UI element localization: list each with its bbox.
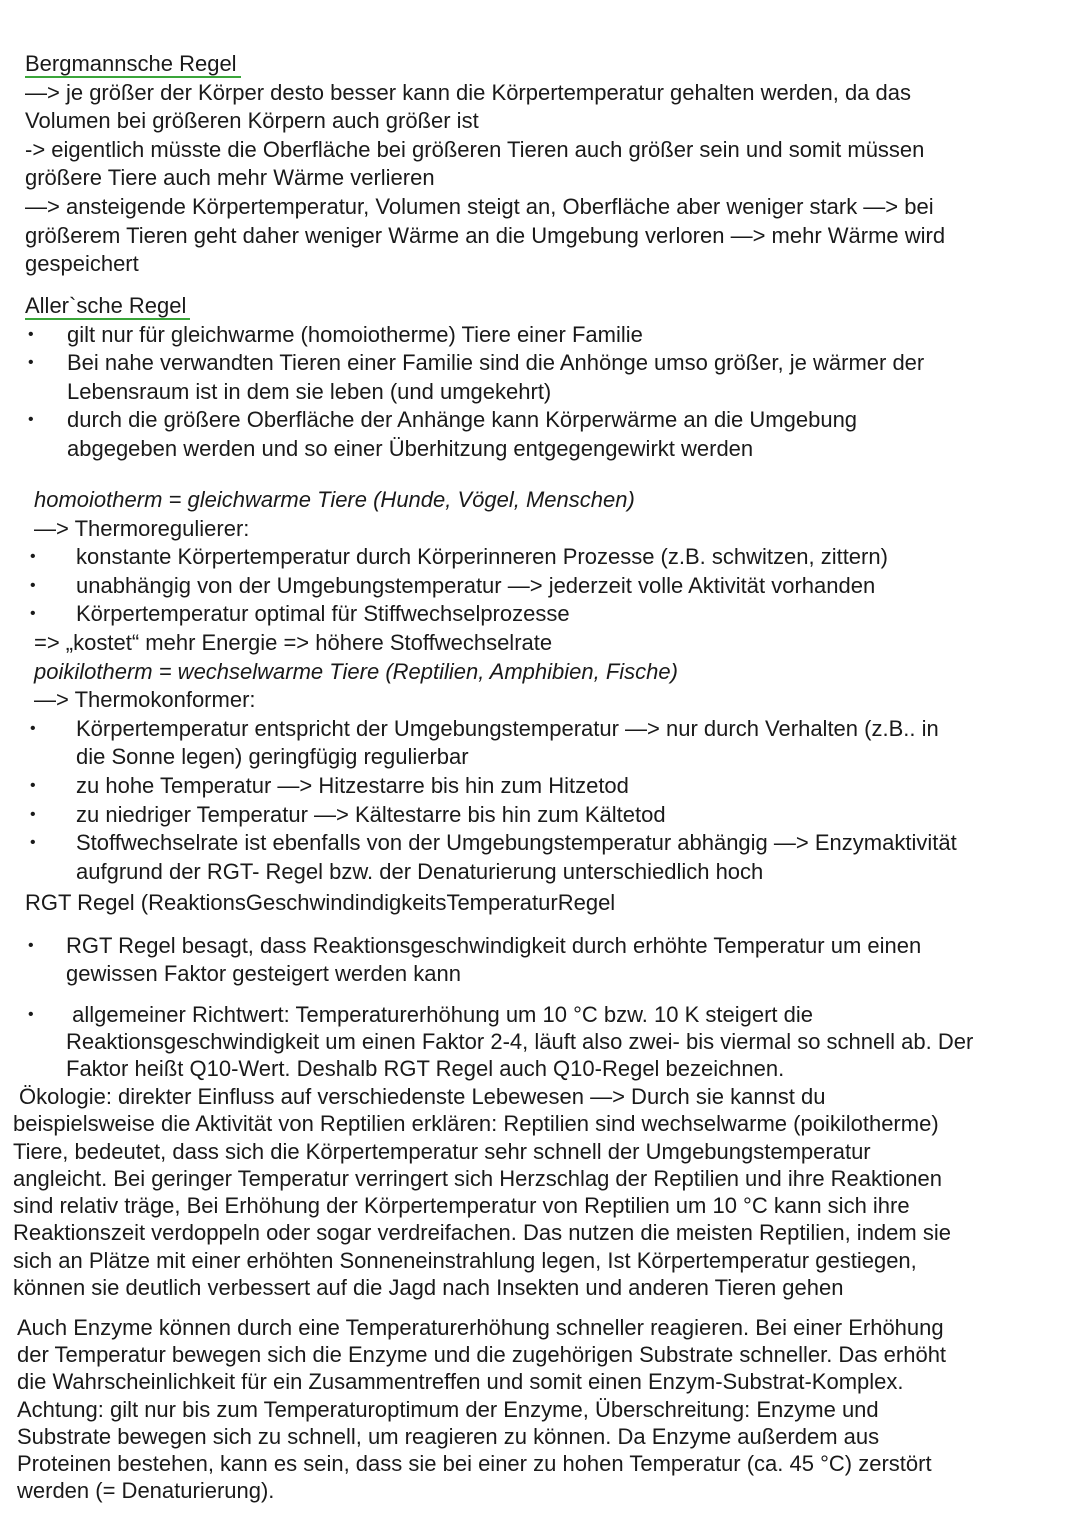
allen-bullet: • durch die größere Oberfläche der Anhänge kann Körperwärme an die Umgebung abgegeben werden und so einer Überhitzung entgegengewirkt werden (28, 407, 858, 461)
poikilo-definition: poikilotherm = wechselwarme Tiere (Reptilien, Amphibien, Fische) (34, 658, 678, 684)
bullet-icon: • (30, 776, 36, 794)
bullet-icon: • (28, 936, 34, 954)
paragraph-line: Reaktionszeit verdoppeln oder sogar verdreifachen. Das nutzen die meisten Reptilien, indem sie (13, 1220, 951, 1246)
bullet-icon: • (30, 605, 36, 623)
homoio-bullet: • unabhängig von der Umgebungstemperatur —> jederzeit volle Aktivität vorhanden (34, 572, 957, 601)
paragraph-line: Proteinen bestehen, kann es sein, dass sie bei einer zu hohen Temperatur (ca. 45 °C) zerstört (17, 1451, 932, 1477)
paragraph-line: Achtung: gilt nur bis zum Temperaturoptimum der Enzyme, Überschreitung: Enzyme und (17, 1396, 879, 1422)
bullet-icon: • (30, 576, 36, 594)
rgt-section (25, 889, 973, 1082)
bullet-icon: • (28, 354, 34, 372)
bergmann-line: -> eigentlich müsste die Oberfläche bei größeren Tieren auch größer sein und somit müssen (25, 136, 925, 162)
poikilo-bullet: • Stoffwechselrate ist ebenfalls von der Umgebungstemperatur abhängig —> Enzymaktivität aufgrund der RGT- Regel bzw. der Denaturierung unterschiedlich hoch (30, 830, 957, 884)
bergmann-line: —> ansteigende Körpertemperatur, Volumen steigt an, Oberfläche aber weniger stark —> bei (25, 193, 934, 219)
homoio-bullet: • Körpertemperatur optimal für Stiffwechselprozesse (34, 600, 957, 629)
paragraph-line: Auch Enzyme können durch eine Temperaturerhöhung schneller reagieren. Bei einer Erhöhung (17, 1315, 944, 1340)
paragraph-line: werden (= Denaturierung). (17, 1478, 275, 1504)
thermo-section (30, 486, 957, 886)
paragraph-line: können sie deutlich verbessert auf die Jagd nach Insekten und anderen Tieren gehen (13, 1275, 844, 1301)
paragraph-line: Tiere, bedeutet, dass sich die Körpertemperatur sehr schnell der Umgebungstemperatur (13, 1138, 871, 1164)
bergmann-line: größere Tiere auch mehr Wärme verlieren (25, 165, 435, 191)
bullet-icon: • (30, 719, 36, 737)
allen-bullet: • Bei nahe verwandten Tieren einer Familie sind die Anhönge umso größer, je wärmer der Lebensraum ist in dem sie leben (und umgekehrt) (28, 350, 925, 404)
bullet-icon: • (30, 805, 36, 823)
oekologie-paragraph (13, 1083, 951, 1301)
paragraph-line: beispielsweise die Aktivität von Reptilien erklären: Reptilien sind wechselwarme (poikilotherme) (13, 1111, 939, 1137)
rgt-bullet: • RGT Regel besagt, dass Reaktionsgeschwindigkeit durch erhöhte Temperatur um einen gewissen Faktor gesteigert werden kann (28, 932, 922, 987)
bullet-icon: • (28, 325, 34, 343)
paragraph-line: Ökologie: direkter Einfluss auf verschiedenste Lebewesen —> Durch sie kannst du (19, 1084, 826, 1109)
homoio-definition: homoiotherm = gleichwarme Tiere (Hunde, Vögel, Menschen) (34, 487, 635, 512)
bergmann-line: gespeichert (25, 251, 139, 277)
bullet-icon: • (28, 411, 34, 429)
homoio-bullet: • konstante Körpertemperatur durch Körperinneren Prozesse (z.B. schwitzen, zittern) (34, 543, 957, 572)
bergmann-line: Volumen bei größeren Körpern auch größer ist (25, 108, 479, 134)
poikilo-bullet: • Körpertemperatur entspricht der Umgebungstemperatur —> nur durch Verhalten (z.B.. in die Sonne legen) geringfügig regulierbar (30, 715, 939, 770)
allen-bullet: • gilt nur für gleichwarme (homoiotherme) Tiere einer Familie (25, 321, 924, 350)
bergmann-heading: Bergmannsche Regel (25, 52, 241, 78)
poikilo-bullet: • zu niedriger Temperatur —> Kältestarre bis hin zum Kältetod (34, 801, 957, 830)
bergmann-section (25, 50, 945, 279)
paragraph-line: der Temperatur bewegen sich die Enzyme und die zugehörigen Substrate schneller. Das erhöht (17, 1342, 947, 1368)
enzyme-paragraph (17, 1314, 946, 1504)
rgt-heading: RGT Regel (ReaktionsGeschwindindigkeitsTemperaturRegel (25, 890, 616, 915)
bullet-icon: • (30, 548, 36, 566)
poikilo-bullet: • zu hohe Temperatur —> Hitzestarre bis hin zum Hitzetod (34, 772, 957, 801)
paragraph-line: die Wahrscheinlichkeit für ein Zusammentreffen und somit einen Enzym-Substrat-Komplex. (17, 1369, 904, 1395)
homoio-conclusion: => „kostet“ mehr Energie => höhere Stoffwechselrate (34, 629, 553, 655)
rgt-bullet: • allgemeiner Richtwert: Temperaturerhöhung um 10 °C bzw. 10 K steigert die Reaktionsgeschwindigkeit um einen Faktor 2-4, läuft also zwei- bis viermal so schnell ab. Der Faktor heißt Q10-Wert. Deshalb RGT Regel auch Q10-Regel bezeichnen. (28, 1001, 974, 1081)
paragraph-line: sich an Plätze mit einer erhöhten Sonneneinstrahlung legen, Ist Körpertemperatur gestiegen, (13, 1247, 917, 1273)
paragraph-line: sind relativ träge, Bei Erhöhung der Körpertemperatur von Reptilien um 10 °C kann sich ihre (13, 1193, 910, 1219)
bullet-icon: • (28, 1005, 34, 1023)
bergmann-line: —> je größer der Körper desto besser kann die Körpertemperatur gehalten werden, da das (25, 79, 912, 105)
bergmann-line: größerem Tieren geht daher weniger Wärme an die Umgebung verloren —> mehr Wärme wird (25, 222, 946, 248)
allen-section (25, 292, 924, 464)
bullet-icon: • (30, 834, 36, 852)
paragraph-line: angleicht. Bei geringer Temperatur verringert sich Herzschlag der Reptilien und ihre Reaktionen (13, 1165, 942, 1191)
allen-heading: Aller`sche Regel (25, 294, 190, 320)
paragraph-line: Substrate bewegen sich zu schnell, um reagieren zu können. Da Enzyme außerdem aus (17, 1423, 880, 1449)
poikilo-type: —> Thermokonformer: (34, 687, 256, 713)
homoio-type: —> Thermoregulierer: (34, 515, 250, 541)
